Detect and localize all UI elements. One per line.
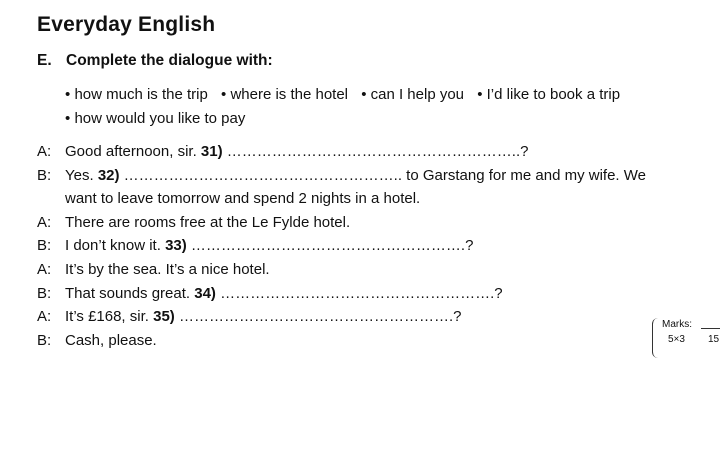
task-letter: E. bbox=[37, 52, 52, 69]
bullet-icon: • bbox=[361, 86, 367, 103]
options-row-1 bbox=[65, 86, 629, 110]
answer-blank[interactable]: ……………………………………………….? bbox=[186, 237, 474, 255]
line-text-before: Good afternoon, sir. bbox=[65, 143, 201, 160]
marks-calculation: 5×3 bbox=[668, 334, 685, 345]
option-item bbox=[65, 86, 208, 103]
marks-label: Marks: bbox=[662, 319, 692, 330]
bullet-icon: • bbox=[221, 86, 227, 103]
option-text: I’d like to book a trip bbox=[486, 86, 621, 103]
option-text: where is the hotel bbox=[230, 86, 349, 103]
speaker-label: A: bbox=[37, 213, 52, 231]
line-text: Cash, please. bbox=[65, 331, 157, 349]
speaker-label: A: bbox=[37, 143, 52, 160]
dialogue-line bbox=[37, 142, 646, 166]
answer-blank[interactable]: ……………………………………………….? bbox=[215, 284, 503, 302]
gap-number: 31) bbox=[200, 143, 223, 160]
options-row-2 bbox=[65, 110, 629, 134]
bullet-icon: • bbox=[65, 86, 71, 103]
dialogue-line bbox=[37, 166, 646, 190]
answer-blank[interactable]: ……………………………………………….. to Garstang for me and my wife. We bbox=[119, 166, 646, 184]
answer-blank[interactable]: ……………………………………………….? bbox=[174, 308, 462, 326]
option-item bbox=[361, 86, 464, 103]
line-text bbox=[65, 284, 503, 308]
option-text: how much is the trip bbox=[74, 86, 208, 103]
task-instruction: Complete the dialogue with: bbox=[66, 52, 273, 69]
score-line bbox=[701, 328, 720, 329]
task-heading bbox=[37, 52, 273, 70]
line-text: There are rooms free at the Le Fylde hotel. bbox=[65, 213, 351, 231]
line-text: want to leave tomorrow and spend 2 nights in a hotel. bbox=[65, 190, 421, 208]
dialogue-line bbox=[37, 307, 646, 331]
line-text-before: I don’t know it. bbox=[65, 237, 166, 255]
option-text: can I help you bbox=[370, 86, 465, 103]
gap-number: 32) bbox=[97, 166, 120, 184]
option-item bbox=[65, 110, 245, 127]
section-title: Everyday English bbox=[37, 13, 216, 36]
bullet-icon: • bbox=[65, 110, 71, 127]
gap-number: 34) bbox=[194, 284, 216, 302]
phrase-options bbox=[65, 86, 629, 134]
marks-total: 15 bbox=[708, 334, 720, 345]
line-text: It’s by the sea. It’s a nice hotel. bbox=[65, 260, 270, 278]
dialogue-line-continuation bbox=[37, 189, 646, 213]
gap-number: 33) bbox=[165, 237, 187, 255]
dialogue-line bbox=[37, 260, 646, 284]
line-text bbox=[65, 142, 528, 166]
line-text bbox=[65, 166, 646, 190]
line-text bbox=[65, 236, 473, 260]
dialogue bbox=[37, 142, 646, 354]
dialogue-line bbox=[37, 331, 646, 355]
option-text: how would you like to pay bbox=[74, 110, 246, 127]
option-item bbox=[477, 86, 620, 103]
gap-number: 35) bbox=[153, 308, 175, 326]
speaker-label: A: bbox=[37, 260, 52, 278]
speaker-label: B: bbox=[37, 166, 52, 184]
line-text-before: It’s £168, sir. bbox=[65, 308, 154, 326]
option-item bbox=[221, 86, 348, 103]
brace-icon bbox=[652, 318, 659, 358]
line-text-before: Yes. bbox=[65, 166, 98, 184]
speaker-label: B: bbox=[37, 331, 52, 349]
dialogue-line bbox=[37, 213, 646, 237]
speaker-label: A: bbox=[37, 308, 52, 326]
line-text bbox=[65, 307, 461, 331]
answer-blank[interactable]: …………………………………………………..? bbox=[222, 143, 529, 160]
speaker-label: B: bbox=[37, 284, 52, 302]
line-text-before: That sounds great. bbox=[65, 284, 195, 302]
speaker-label: B: bbox=[37, 237, 52, 255]
dialogue-line bbox=[37, 284, 646, 308]
bullet-icon: • bbox=[477, 86, 483, 103]
dialogue-line bbox=[37, 236, 646, 260]
marks-box bbox=[652, 318, 720, 362]
